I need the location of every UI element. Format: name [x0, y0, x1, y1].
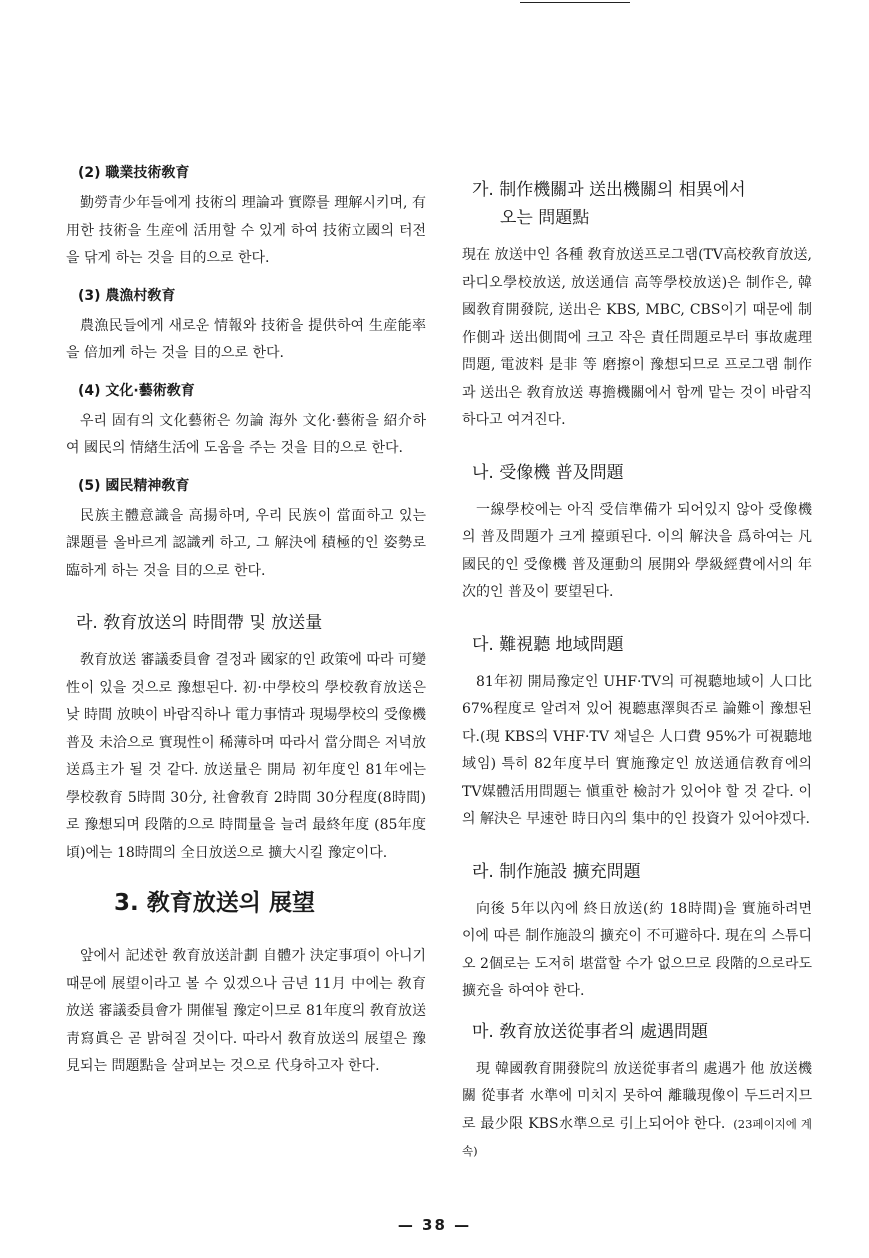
continued-note: (23페이지에 계속) [462, 1116, 812, 1158]
top-rule [520, 2, 630, 3]
paragraph-staff-treatment-text: 現 韓國敎育開發院의 放送從事者의 處遇가 他 放送機關 從事者 水準에 미치지 못하여 離職現像이 두드러지므로 最少限 KBS水準으로 引上되어야 한다. [462, 1060, 812, 1132]
paragraph-national-spirit-education: 民族主體意識을 高揚하며, 우리 民族이 當面하고 있는 課題를 올바르게 認識케 하고, 그 解決에 積極的인 姿勢로 臨하게 하는 것을 目的으로 한다. [66, 507, 426, 579]
heading-section-3-outlook: 3. 敎育放送의 展望 [114, 890, 315, 916]
heading-broadcast-time-volume: 라. 敎育放送의 時間帶 및 放送量 [76, 613, 323, 633]
heading-culture-arts-education: (4) 文化·藝術敎育 [78, 382, 195, 399]
paragraph-culture-arts-education: 우리 固有의 文化藝術은 勿論 海外 文化·藝術을 紹介하여 國民의 情緖生活에 도움을 주는 것을 目的으로 한다. [66, 412, 426, 456]
heading-production-transmission-line1: 가. 制作機關과 送出機關의 相異에서 [472, 180, 746, 200]
heading-national-spirit-education: (5) 國民精神敎育 [78, 477, 190, 494]
page-number: — 38 — [397, 1216, 472, 1234]
heading-poor-reception-areas: 다. 難視聽 地域問題 [472, 634, 624, 655]
heading-vocational-education: (2) 職業技術敎育 [78, 165, 190, 181]
heading-staff-treatment: 마. 敎育放送從事者의 處遇問題 [472, 1021, 709, 1042]
paragraph-production-facilities: 向後 5年以內에 終日放送(約 18時間)을 實施하려면 이에 따른 制作施設의 擴充이 不可避하다. 現在의 스튜디오 2個로는 도저히 堪當할 수가 없으므로 段階的으로라도 擴充을 하여야 한다. [462, 900, 812, 999]
left-column [66, 162, 426, 1081]
paragraph-receiver-distribution: 一線學校에는 아직 受信準備가 되어있지 않아 受像機의 普及問題가 크게 擡頭된다. 이의 解決을 爲하여는 凡國民的인 受像機 普及運動의 展開와 學級經費에서의 年次的인 普及이 要望된다. [462, 501, 812, 600]
paragraph-production-transmission: 現在 放送中인 各種 敎育放送프로그램(TV高校敎育放送, 라디오學校放送, 放送通信 高等學校放送)은 制作은, 韓國敎育開發院, 送出은 KBS, MBC, CBS이기 때문에 制作側과 送出側間에 크고 작은 責任問題로부터 事故處理問題, 電波料 是非 等 磨擦이 豫想되므로 프로그램 制作과 送出은 敎育放送 專擔機關에서 함께 맡는 것이 바람직하다고 여겨진다. [462, 247, 812, 428]
paragraph-farming-fishing-education: 農漁民들에게 새로운 情報와 技術을 提供하여 生産能率을 倍加케 하는 것을 目的으로 한다. [66, 317, 426, 361]
heading-production-facilities: 라. 制作施設 擴充問題 [472, 861, 641, 882]
heading-farming-fishing-education: (3) 農漁村敎育 [78, 287, 176, 304]
paragraph-section-3-outlook: 앞에서 記述한 敎育放送計劃 自體가 決定事項이 아니기 때문에 展望이라고 볼 수 있겠으나 금년 11月 中에는 敎育放送 審議委員會가 開催될 豫定이므로 81年度의 敎育放送 靑寫眞은 곧 밝혀질 것이다. 따라서 敎育放送의 展望은 豫見되는 問題點을 살펴보는 것으로 代身하고자 한다. [66, 948, 426, 1074]
heading-receiver-distribution: 나. 受像機 普及問題 [472, 462, 624, 483]
paragraph-staff-treatment [462, 1056, 812, 1166]
paragraph-vocational-education: 勤勞青少年들에게 技術의 理論과 實際를 理解시키며, 有用한 技術을 生産에 活用할 수 있게 하여 技術立國의 터전을 닦게 하는 것을 目的으로 한다. [66, 195, 426, 266]
paragraph-poor-reception-areas: 81年初 開局豫定인 UHF·TV의 可視聽地域이 人口比 67%程度로 알려져 있어 視聽惠澤與否로 論難이 豫想된다.(現 KBS의 VHF·TV 채널은 人口費 95%가 可視聽地域임) 특히 82年度부터 實施豫定인 放送通信敎育에의 TV媒體活用問題는 愼重한 檢討가 있어야 할 것 같다. 이의 解決은 早速한 時日內의 集中的인 投資가 있어야겠다. [462, 673, 812, 827]
right-column [462, 162, 812, 1166]
heading-production-transmission-line2: 오는 問題點 [500, 208, 590, 228]
paragraph-broadcast-time-volume: 敎育放送 審議委員會 결정과 國家的인 政策에 따라 可變性이 있을 것으로 豫想된다. 初·中學校의 學校敎育放送은 낮 時間 放映이 바람직하나 電力事情과 現場學校의 受像機 普及 未洽으로 實現性이 稀薄하며 따라서 當分間은 저녁放送爲主가 될 것 같다. 放送量은 開局 初年度인 81年에는 學校敎育 5時間 30分, 社會敎育 2時間 30分程度(8時間)로 豫想되며 段階的으로 時間量을 늘려 最終年度 (85年度頃)에는 18時間의 全日放送으로 擴大시킬 豫定이다. [66, 652, 426, 861]
